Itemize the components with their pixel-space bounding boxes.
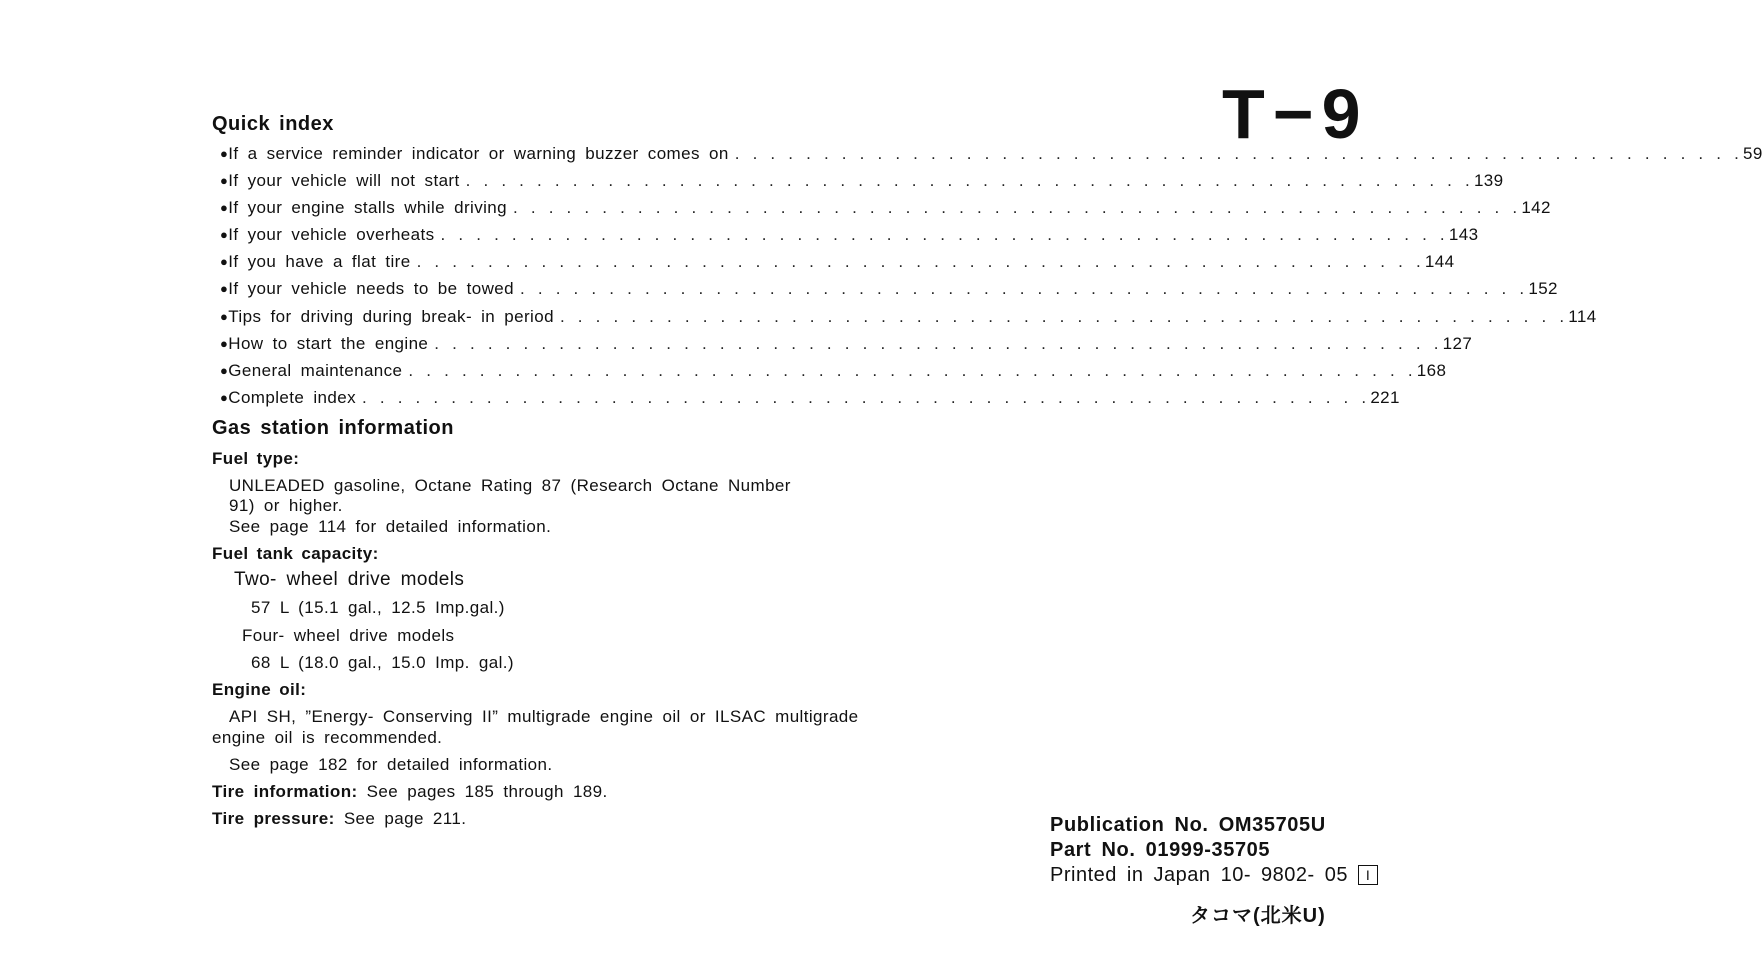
tire-pressure-label: Tire pressure: [212, 809, 335, 828]
bullet-icon: ● [220, 390, 229, 405]
boxed-mark: I [1358, 865, 1378, 885]
quick-index-item-label: Complete index [228, 388, 356, 407]
quick-index-item-label: General maintenance [228, 361, 403, 380]
quick-index-item-page: 142 [1521, 198, 1551, 217]
quick-index-item-label: Tips for driving during break- in period [228, 307, 554, 326]
fuel-type-line-1: UNLEADED gasoline, Octane Rating 87 (Research Octane Number [229, 476, 791, 495]
bullet-icon: ● [220, 309, 229, 324]
quick-index-item-label: If your engine stalls while driving [228, 198, 507, 217]
tire-pressure-text: See page 211. [343, 809, 467, 828]
quick-index-item-page: 127 [1442, 334, 1473, 353]
fuel-type-line-2: 91) or higher. [229, 496, 343, 515]
bullet-icon: ● [220, 363, 229, 378]
quick-index-item-label: If your vehicle needs to be towed [228, 279, 515, 298]
page-code: T−9 [1222, 75, 1369, 153]
engine-oil-line-1: API SH, ”Energy- Conserving II” multigrade engine oil or ILSAC multigrade [229, 707, 859, 726]
quick-index-item [220, 144, 1763, 168]
japanese-model-title: タコマ(北米U) [1190, 905, 1326, 927]
four-wd-value: 68 L (18.0 gal., 15.0 Imp. gal.) [251, 653, 514, 672]
quick-index-item-page: 139 [1473, 171, 1504, 190]
printed-text: Printed in Japan 10- 9802- 05 [1050, 864, 1349, 886]
quick-index-item-page: 114 [1568, 307, 1597, 326]
fuel-type-line-3: See page 114 for detailed information. [229, 517, 552, 536]
dot-leader: . . . . . . . . . . . . . . . . . . . . . . . . . . . . . . . . . . . . . . . . . . . . . . . . . . . . . . . . . [734, 144, 1742, 163]
quick-index-item [220, 252, 1455, 276]
bullet-icon: ● [220, 336, 229, 351]
quick-index-item [220, 307, 1597, 331]
tire-information [212, 782, 608, 802]
tire-pressure [212, 809, 466, 829]
tire-information-label: Tire information: [212, 782, 358, 801]
quick-index-item-label: If your vehicle overheats [228, 225, 435, 244]
bullet-icon: ● [220, 200, 229, 215]
fuel-type-heading: Fuel type: [212, 449, 300, 468]
dot-leader: . . . . . . . . . . . . . . . . . . . . . . . . . . . . . . . . . . . . . . . . . . . . . . . . . . . . . . . . . [465, 171, 1472, 190]
tire-information-text: See pages 185 through 189. [366, 782, 608, 801]
quick-index-item-label: How to start the engine [228, 334, 429, 353]
quick-index-item-page: 143 [1448, 225, 1479, 244]
dot-leader: . . . . . . . . . . . . . . . . . . . . . . . . . . . . . . . . . . . . . . . . . . . . . . . . . . . . . . . . . [362, 388, 1369, 407]
part-number: Part No. 01999-35705 [1050, 839, 1271, 861]
quick-index-item-label: If a service reminder indicator or warning buzzer comes on [228, 144, 729, 163]
bullet-icon: ● [220, 173, 229, 188]
engine-oil-heading: Engine oil: [212, 680, 307, 699]
bullet-icon: ● [220, 227, 229, 242]
quick-index-item-label: If you have a flat tire [228, 252, 411, 271]
dot-leader: . . . . . . . . . . . . . . . . . . . . . . . . . . . . . . . . . . . . . . . . . . . . . . . . . . . . . . . . . [440, 225, 1447, 244]
engine-oil-line-2: engine oil is recommended. [212, 728, 443, 747]
dot-leader: . . . . . . . . . . . . . . . . . . . . . . . . . . . . . . . . . . . . . . . . . . . . . . . . . . . . . . . . . [408, 361, 1415, 380]
two-wd-label: Two- wheel drive models [234, 569, 465, 590]
quick-index-item-page: 59 [1743, 144, 1763, 163]
printed-line [1050, 864, 1378, 887]
quick-index-item-page: 168 [1416, 361, 1447, 380]
dot-leader: . . . . . . . . . . . . . . . . . . . . . . . . . . . . . . . . . . . . . . . . . . . . . . . . . . . . . . . . . [434, 334, 1441, 353]
quick-index-item [220, 225, 1479, 249]
two-wd-value: 57 L (15.1 gal., 12.5 Imp.gal.) [251, 598, 505, 617]
quick-index-item [220, 171, 1504, 195]
quick-index-item [220, 279, 1558, 303]
fuel-tank-heading: Fuel tank capacity: [212, 544, 379, 563]
quick-index-item-page: 144 [1424, 252, 1455, 271]
quick-index-item [220, 388, 1400, 412]
quick-index-item-page: 152 [1528, 279, 1558, 298]
quick-index-item [220, 361, 1447, 385]
bullet-icon: ● [220, 146, 229, 161]
dot-leader: . . . . . . . . . . . . . . . . . . . . . . . . . . . . . . . . . . . . . . . . . . . . . . . . . . . . . . . . . [520, 279, 1527, 298]
quick-index-item-label: If your vehicle will not start [228, 171, 460, 190]
gas-station-title: Gas station information [212, 417, 454, 439]
quick-index-item [220, 334, 1473, 358]
dot-leader: . . . . . . . . . . . . . . . . . . . . . . . . . . . . . . . . . . . . . . . . . . . . . . . . . . . . . . . . . [416, 252, 1423, 271]
quick-index-item [220, 198, 1551, 222]
quick-index-title: Quick index [212, 113, 334, 135]
four-wd-label: Four- wheel drive models [242, 626, 455, 645]
bullet-icon: ● [220, 254, 229, 269]
bullet-icon: ● [220, 281, 229, 296]
publication-number: Publication No. OM35705U [1050, 814, 1326, 836]
dot-leader: . . . . . . . . . . . . . . . . . . . . . . . . . . . . . . . . . . . . . . . . . . . . . . . . . . . . . . . . . [559, 307, 1567, 326]
quick-index-item-page: 221 [1370, 388, 1400, 407]
engine-oil-line-3: See page 182 for detailed information. [229, 755, 553, 774]
dot-leader: . . . . . . . . . . . . . . . . . . . . . . . . . . . . . . . . . . . . . . . . . . . . . . . . . . . . . . . . . [513, 198, 1520, 217]
